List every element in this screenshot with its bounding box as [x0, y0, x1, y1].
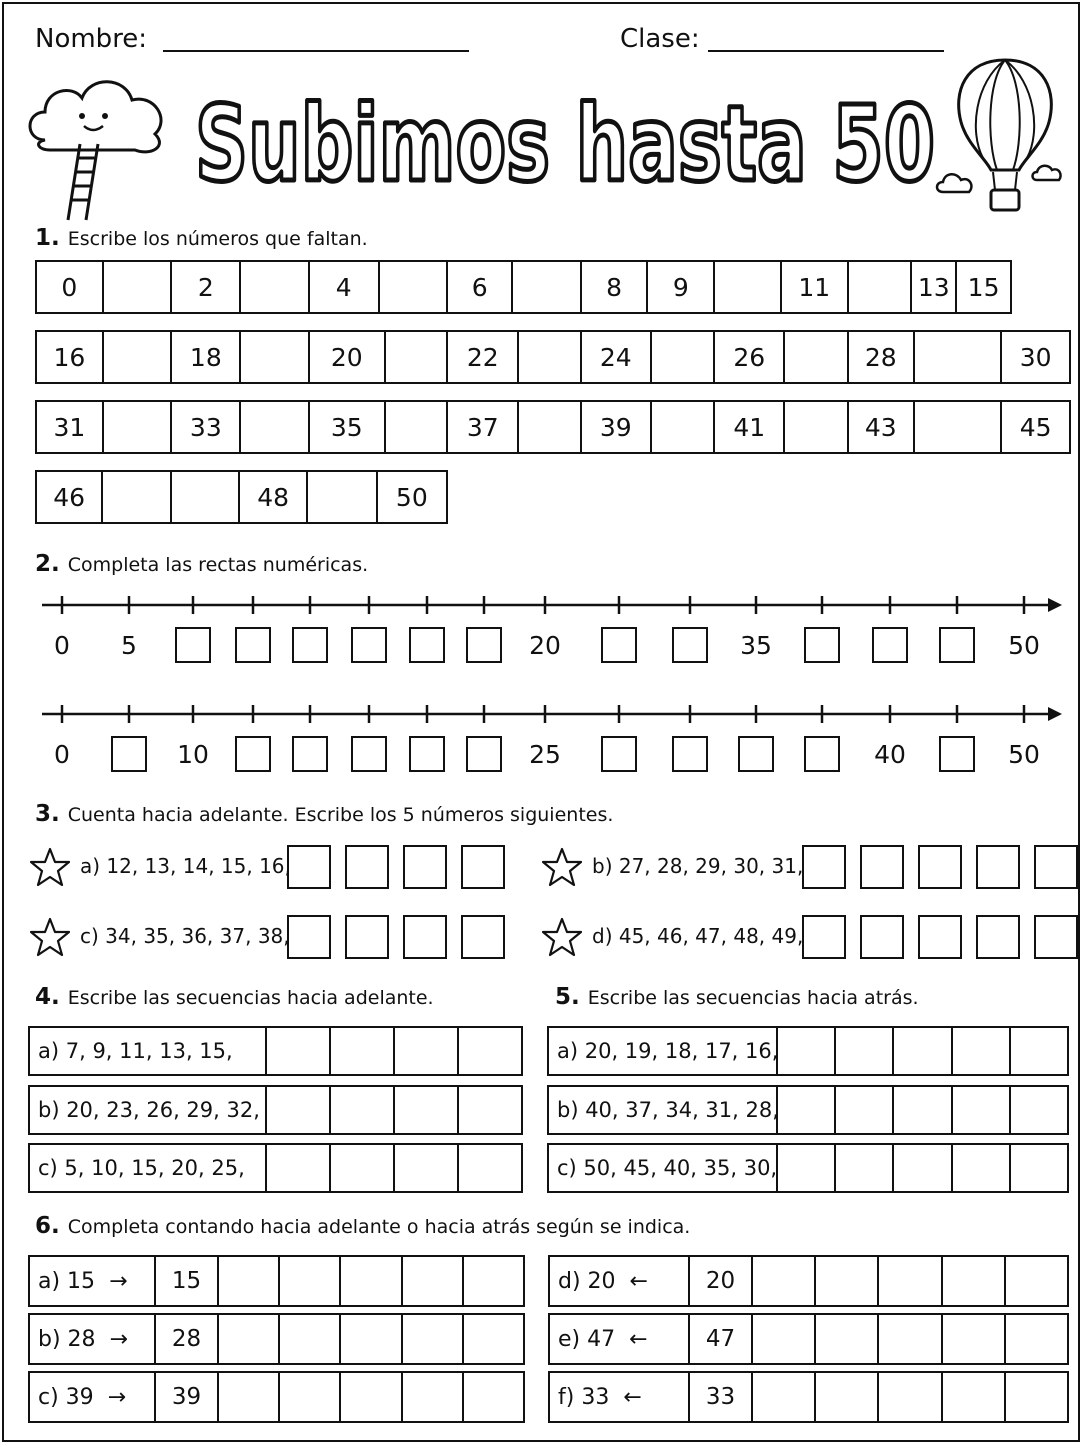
answer-box[interactable]: [918, 915, 962, 959]
number-line-label: 35: [740, 631, 772, 660]
answer-cell[interactable]: [280, 1373, 341, 1421]
number-line-label: 50: [1008, 631, 1040, 660]
number-cell: 33: [172, 402, 241, 452]
number-cell: 46: [37, 472, 103, 522]
number-cell: 37: [448, 402, 519, 452]
answer-box[interactable]: [976, 915, 1020, 959]
start-value-cell: 47: [690, 1315, 753, 1363]
answer-box[interactable]: [345, 845, 389, 889]
answer-box[interactable]: [860, 845, 904, 889]
answer-cell[interactable]: [331, 1087, 395, 1133]
count-start-label: e) 47: [558, 1326, 616, 1352]
number-cell: 31: [37, 402, 104, 452]
count-start-label: f) 33: [558, 1384, 610, 1410]
count-start-label: c) 39: [38, 1384, 94, 1410]
answer-box[interactable]: [403, 915, 447, 959]
answer-cell[interactable]: [341, 1315, 402, 1363]
arrow-right-icon: →: [107, 1384, 127, 1410]
answer-cell[interactable]: [341, 1373, 402, 1421]
answer-cell[interactable]: [894, 1087, 952, 1133]
number-cell: 35: [310, 402, 386, 452]
number-cell: 48: [240, 472, 308, 522]
sequence-text: b) 40, 37, 34, 31, 28,: [549, 1087, 778, 1133]
blank-cell[interactable]: [915, 402, 1003, 452]
number-cell: 11: [782, 262, 849, 312]
number-cell: 4: [310, 262, 380, 312]
answer-cell[interactable]: [879, 1315, 942, 1363]
number-line-answer-box[interactable]: [872, 627, 908, 663]
number-line-answer-box[interactable]: [939, 736, 975, 772]
answer-cell[interactable]: [836, 1087, 894, 1133]
number-cell: 45: [1019, 412, 1052, 442]
blank-cell[interactable]: [308, 472, 377, 522]
number-cell: 15: [967, 272, 1000, 302]
answer-cell[interactable]: [943, 1257, 1006, 1305]
count-instruction: [30, 1257, 156, 1305]
answer-box[interactable]: [976, 845, 1020, 889]
backward-sequence-row: [547, 1143, 1069, 1193]
answer-cell[interactable]: [816, 1373, 879, 1421]
answer-box[interactable]: [918, 845, 962, 889]
count-start-label: a) 15: [38, 1268, 96, 1294]
count-start-label: b) 28: [38, 1326, 96, 1352]
arrow-right-icon: →: [109, 1268, 128, 1294]
answer-cell[interactable]: [395, 1145, 459, 1191]
blank-cell[interactable]: [519, 402, 582, 452]
answer-cell[interactable]: [753, 1373, 816, 1421]
number-line-answer-box[interactable]: [351, 627, 387, 663]
number-grid-row: [35, 330, 1071, 384]
sequence-text: b) 20, 23, 26, 29, 32,: [30, 1087, 267, 1133]
number-line-answer-box[interactable]: [175, 627, 211, 663]
answer-cell[interactable]: [879, 1257, 942, 1305]
number-cell: 8: [582, 262, 649, 312]
answer-box[interactable]: [287, 845, 331, 889]
backward-count-row: [548, 1371, 1069, 1423]
forward-count-row: [28, 1371, 525, 1423]
answer-cell[interactable]: [464, 1373, 523, 1421]
answer-cell[interactable]: [1011, 1087, 1067, 1133]
answer-cell[interactable]: [836, 1145, 894, 1191]
blank-cell[interactable]: [241, 332, 310, 382]
answer-cell[interactable]: [403, 1315, 464, 1363]
answer-cell[interactable]: [464, 1257, 523, 1305]
answer-cell[interactable]: [341, 1257, 402, 1305]
number-cell: 22: [448, 332, 519, 382]
count-sequence-text: b) 27, 28, 29, 30, 31,: [592, 854, 804, 878]
number-line-answer-box[interactable]: [672, 627, 708, 663]
count-instruction: [30, 1373, 156, 1421]
forward-count-row: [28, 1255, 525, 1307]
blank-cell[interactable]: [104, 402, 173, 452]
answer-cell[interactable]: [395, 1087, 459, 1133]
number-line-answer-box[interactable]: [738, 736, 774, 772]
answer-box[interactable]: [403, 845, 447, 889]
number-cell: 13: [912, 262, 957, 312]
start-value-cell: 20: [690, 1257, 753, 1305]
blank-cell[interactable]: [386, 332, 449, 382]
number-line-label: 25: [529, 740, 561, 769]
blank-cell[interactable]: [104, 332, 173, 382]
number-line-answer-box[interactable]: [939, 627, 975, 663]
name-line[interactable]: [163, 50, 469, 52]
start-value-cell: 33: [690, 1373, 753, 1421]
blank-cell[interactable]: [915, 332, 1003, 382]
forward-sequence-row: [28, 1143, 523, 1193]
answer-cell[interactable]: [753, 1315, 816, 1363]
answer-cell[interactable]: [459, 1028, 521, 1074]
svg-text:Subimos hasta 50: Subimos hasta 50: [195, 83, 935, 205]
answer-cell[interactable]: [403, 1373, 464, 1421]
number-cell: 26: [715, 332, 785, 382]
balloon-icon: [935, 52, 1075, 217]
forward-count-row: [28, 1313, 525, 1365]
number-line-label: 0: [54, 631, 70, 660]
blank-cell[interactable]: [380, 262, 449, 312]
number-line-answer-box[interactable]: [601, 627, 637, 663]
name-label: Nombre:: [35, 24, 148, 54]
arrow-left-icon: ←: [629, 1268, 648, 1294]
number-cell: 2: [172, 262, 241, 312]
blank-cell[interactable]: [103, 472, 171, 522]
number-cell: 16: [37, 332, 104, 382]
answer-cell[interactable]: [753, 1257, 816, 1305]
start-value-cell: 39: [156, 1373, 219, 1421]
count-instruction: [550, 1257, 690, 1305]
answer-cell[interactable]: [267, 1087, 331, 1133]
number-cell: 0: [37, 262, 104, 312]
number-line-label: 20: [529, 631, 561, 660]
blank-cell[interactable]: [172, 472, 240, 522]
answer-cell[interactable]: [219, 1257, 280, 1305]
count-sequence-text: c) 34, 35, 36, 37, 38,: [80, 924, 290, 948]
answer-cell[interactable]: [778, 1028, 836, 1074]
section6-title: 6. Completa contando hacia adelante o hacia atrás según se indica.: [35, 1213, 691, 1239]
count-start-label: d) 20: [558, 1268, 616, 1294]
star-icon: [542, 917, 582, 957]
blank-cell[interactable]: [785, 332, 849, 382]
start-value-cell: 15: [156, 1257, 219, 1305]
number-line-answer-box[interactable]: [292, 627, 328, 663]
answer-cell[interactable]: [836, 1028, 894, 1074]
answer-cell[interactable]: [459, 1145, 521, 1191]
number-cell: 20: [310, 332, 386, 382]
forward-sequence-row: [28, 1026, 523, 1076]
answer-box[interactable]: [461, 845, 505, 889]
number-grid-row: [35, 400, 1071, 454]
answer-cell[interactable]: [1011, 1028, 1067, 1074]
arrow-left-icon: ←: [629, 1326, 648, 1352]
answer-cell[interactable]: [953, 1028, 1011, 1074]
number-line-answer-box[interactable]: [235, 627, 271, 663]
blank-cell[interactable]: [715, 262, 782, 312]
number-line-label: 50: [1008, 740, 1040, 769]
answer-cell[interactable]: [395, 1028, 459, 1074]
sequence-text: c) 50, 45, 40, 35, 30,: [549, 1145, 778, 1191]
answer-cell[interactable]: [1011, 1145, 1067, 1191]
start-value-cell: 28: [156, 1315, 219, 1363]
answer-cell[interactable]: [459, 1087, 521, 1133]
number-line-answer-box[interactable]: [235, 736, 271, 772]
number-line-answer-box[interactable]: [672, 736, 708, 772]
answer-cell[interactable]: [219, 1315, 280, 1363]
number-cell: 18: [172, 332, 241, 382]
cloud-ladder-icon: [20, 72, 170, 222]
answer-cell[interactable]: [778, 1145, 836, 1191]
number-line-answer-box[interactable]: [601, 736, 637, 772]
answer-cell[interactable]: [894, 1145, 952, 1191]
answer-box[interactable]: [287, 915, 331, 959]
arrow-left-icon: ←: [623, 1384, 642, 1410]
number-grid-row: [35, 260, 1012, 314]
star-icon: [30, 917, 70, 957]
forward-sequence-row: [28, 1085, 523, 1135]
count-instruction: [550, 1373, 690, 1421]
number-cell: 39: [582, 402, 652, 452]
number-line-answer-box[interactable]: [409, 736, 445, 772]
number-line-answer-box[interactable]: [351, 736, 387, 772]
count-instruction: [550, 1315, 690, 1363]
count-sequence-text: a) 12, 13, 14, 15, 16,: [80, 854, 291, 878]
answer-cell[interactable]: [816, 1315, 879, 1363]
section3-title: 3. Cuenta hacia adelante. Escribe los 5 números siguientes.: [35, 801, 614, 827]
number-cell: 50: [395, 482, 428, 512]
star-icon: [542, 847, 582, 887]
sequence-text: c) 5, 10, 15, 20, 25,: [30, 1145, 267, 1191]
answer-box[interactable]: [345, 915, 389, 959]
sequence-text: a) 7, 9, 11, 13, 15,: [30, 1028, 267, 1074]
answer-cell[interactable]: [331, 1145, 395, 1191]
answer-box[interactable]: [1034, 915, 1078, 959]
answer-cell[interactable]: [219, 1373, 280, 1421]
answer-cell[interactable]: [1006, 1257, 1067, 1305]
count-instruction: [30, 1315, 156, 1363]
blank-cell[interactable]: [513, 262, 582, 312]
answer-cell[interactable]: [464, 1315, 523, 1363]
backward-count-row: [548, 1255, 1069, 1307]
class-line[interactable]: [708, 50, 944, 52]
number-cell: 24: [582, 332, 652, 382]
number-line-answer-box[interactable]: [466, 736, 502, 772]
number-cell: 43: [849, 402, 915, 452]
answer-cell[interactable]: [280, 1315, 341, 1363]
blank-cell[interactable]: [241, 402, 310, 452]
number-line-answer-box[interactable]: [466, 627, 502, 663]
arrow-right-icon: →: [109, 1326, 128, 1352]
answer-cell[interactable]: [280, 1257, 341, 1305]
number-cell: 30: [1019, 342, 1052, 372]
answer-box[interactable]: [461, 915, 505, 959]
answer-cell[interactable]: [953, 1145, 1011, 1191]
answer-cell[interactable]: [953, 1087, 1011, 1133]
blank-cell[interactable]: [652, 402, 716, 452]
answer-cell[interactable]: [879, 1373, 942, 1421]
blank-cell[interactable]: [519, 332, 582, 382]
number-line-answer-box[interactable]: [111, 736, 147, 772]
backward-count-row: [548, 1313, 1069, 1365]
section1-title: 1. Escribe los números que faltan.: [35, 225, 368, 251]
number-cell: 28: [849, 332, 915, 382]
blank-cell[interactable]: [785, 402, 849, 452]
answer-cell[interactable]: [943, 1373, 1006, 1421]
section5-title: 5. Escribe las secuencias hacia atrás.: [555, 984, 919, 1010]
number-line-label: 40: [874, 740, 906, 769]
answer-cell[interactable]: [267, 1028, 331, 1074]
number-line-label: 5: [121, 631, 137, 660]
number-line-answer-box[interactable]: [804, 627, 840, 663]
number-line-answer-box[interactable]: [804, 736, 840, 772]
blank-cell[interactable]: [104, 262, 173, 312]
blank-cell[interactable]: [849, 262, 913, 312]
section2-title: 2. Completa las rectas numéricas.: [35, 551, 369, 577]
answer-cell[interactable]: [1006, 1373, 1067, 1421]
number-line-answer-box[interactable]: [292, 736, 328, 772]
page-title: [185, 80, 945, 205]
star-icon: [30, 847, 70, 887]
number-grid-row: [35, 470, 448, 524]
answer-box[interactable]: [802, 915, 846, 959]
number-cell: 6: [448, 262, 513, 312]
answer-box[interactable]: [802, 845, 846, 889]
backward-sequence-row: [547, 1026, 1069, 1076]
class-label: Clase:: [620, 24, 700, 54]
answer-box[interactable]: [860, 915, 904, 959]
answer-box[interactable]: [1034, 845, 1078, 889]
backward-sequence-row: [547, 1085, 1069, 1135]
number-cell: 9: [648, 262, 715, 312]
answer-cell[interactable]: [267, 1145, 331, 1191]
count-sequence-text: d) 45, 46, 47, 48, 49,: [592, 924, 804, 948]
number-line-answer-box[interactable]: [409, 627, 445, 663]
number-cell: 41: [715, 402, 785, 452]
blank-cell[interactable]: [241, 262, 310, 312]
answer-cell[interactable]: [816, 1257, 879, 1305]
blank-cell[interactable]: [652, 332, 716, 382]
blank-cell[interactable]: [386, 402, 449, 452]
answer-cell[interactable]: [403, 1257, 464, 1305]
answer-cell[interactable]: [1006, 1315, 1067, 1363]
answer-cell[interactable]: [943, 1315, 1006, 1363]
answer-cell[interactable]: [331, 1028, 395, 1074]
answer-cell[interactable]: [894, 1028, 952, 1074]
section4-title: 4. Escribe las secuencias hacia adelante.: [35, 984, 434, 1010]
number-line-label: 10: [177, 740, 209, 769]
number-line-label: 0: [54, 740, 70, 769]
answer-cell[interactable]: [778, 1087, 836, 1133]
sequence-text: a) 20, 19, 18, 17, 16,: [549, 1028, 778, 1074]
